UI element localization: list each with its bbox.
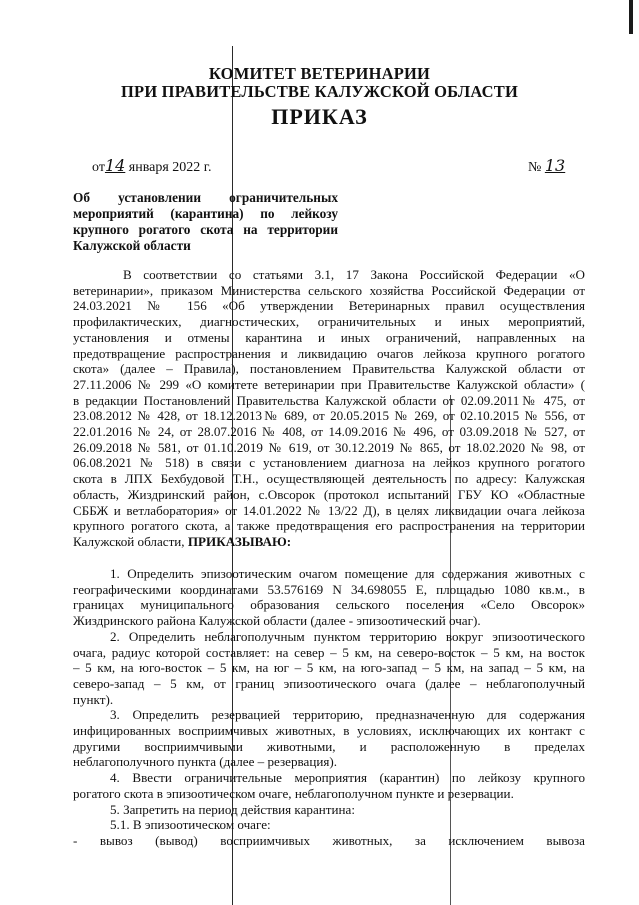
preamble-line: крупного рогатого скота, а также предотвращения его распространения на территории <box>73 518 585 534</box>
committee-title: КОМИТЕТ ВЕТЕРИНАРИИ <box>208 64 431 83</box>
preamble-line: скота» (далее – Правила), постановлением Правительства Калужской области от <box>73 361 585 377</box>
item-line: неблагополучного пункта (далее – резервация). <box>73 754 338 770</box>
item-line: 5.1. В эпизоотическом очаге: <box>110 817 271 833</box>
order-number <box>528 156 565 176</box>
subject-line: мероприятий (карантина) по лейкозу <box>73 206 338 221</box>
preamble-line: 22.01.2016 № 24, от 28.07.2016 № 408, от 14.09.2016 № 496, от 03.09.2018 № 527, от <box>73 424 585 440</box>
item-line: 2. Определить неблагополучным пунктом территорию вокруг эпизоотического <box>110 628 585 644</box>
order-items <box>73 566 585 849</box>
order-subject <box>73 190 338 254</box>
preamble-line-last <box>73 534 585 550</box>
item-line: 1. Определить эпизоотическим очагом помещение для содержания животных с <box>110 566 585 581</box>
preamble-line: 26.09.2018 № 581, от 01.10.2019 № 619, от 30.12.2019 № 865, от 18.02.2020 № 98, от <box>73 439 585 455</box>
number-prefix: № <box>528 160 542 175</box>
preamble-line: В соответствии со статьями 3.1, 17 Закона Российской Федерации «О <box>123 267 585 282</box>
preamble <box>73 267 585 550</box>
preamble-line: профилактических, диагностических, ограничительных и иных мероприятий, <box>73 314 585 330</box>
preamble-line: установления и отмены карантина и иных ограничений, направленных на <box>73 329 585 345</box>
item-line: географическими координатами 53.576169 N 34.698055 E, площадью 1080 кв.м., в <box>73 581 585 597</box>
preamble-line: 27.11.2006 № 299 «О комитете ветеринарии при Правительстве Калужской области» ( <box>73 376 585 392</box>
subject-line: крупного рогатого скота на территории <box>73 222 338 237</box>
item-line: инфицированных восприимчивых животных, в условиях, исключающих их контакт с <box>73 723 585 739</box>
scan-edge-mark <box>629 0 633 34</box>
item-line: рогатого скота в эпизоотическом очаге, неблагополучном пункте и резервации. <box>73 785 514 801</box>
item-line: Жиздринского района Калужской области (далее - эпизоотический очаг). <box>73 613 481 629</box>
item-line: северо-запад – 5 км, от границ эпизоотического очага (далее – неблагополучный <box>73 675 585 691</box>
preamble-line: предотвращение распространения и ликвидацию очагов лейкоза крупного рогатого <box>73 345 585 361</box>
item-line: очага, радиус которой составляет: на север – 5 км, на северо-восток – 5 км, на восток <box>73 644 585 660</box>
date-day-handwritten: 14 <box>104 156 126 175</box>
date-rest: января 2022 г. <box>128 160 212 175</box>
item-line: 5. Запретить на период действия карантина: <box>110 801 355 817</box>
order-date <box>92 156 211 176</box>
item-line: – 5 км, на юго-восток – 5 км, на юг – 5 км, на юго-запад – 5 км, на запад – 5 км, на <box>73 660 585 676</box>
date-prefix: от <box>92 160 105 175</box>
document-type: ПРИКАЗ <box>271 104 368 129</box>
item-line: границах муниципального образования сельского поселения «Село Овсорок» <box>73 597 585 613</box>
committee-subtitle: ПРИ ПРАВИТЕЛЬСТВЕ КАЛУЖСКОЙ ОБЛАСТИ <box>121 82 518 101</box>
preamble-line: область, Жиздринский район, с.Овсорок (протокол испытаний ГБУ КО «Областные <box>73 486 585 502</box>
preamble-line: в редакции Постановлений Правительства Калужской области от 02.09.2011№ 475, от <box>73 392 585 408</box>
preamble-line: 06.08.2021 № 518) в связи с установлением диагноза на лейкоз крупного рогатого <box>73 455 585 471</box>
order-keyword: ПРИКАЗЫВАЮ: <box>187 533 292 549</box>
item-line: пункт). <box>73 691 114 707</box>
number-handwritten: 13 <box>544 156 566 175</box>
item-line: - вывоз (вывод) восприимчивых животных, за исключением вывоза <box>73 832 585 848</box>
preamble-line: 24.03.2021 № 156 «Об утверждении Ветеринарных правил осуществления <box>73 298 585 314</box>
preamble-line: ветеринарии», приказом Министерства сельского хозяйства Российской Федерации от <box>73 282 585 298</box>
subject-line: Калужской области <box>73 238 191 253</box>
preamble-line: 23.08.2012 № 428, от 18.12.2013№ 689, от 20.05.2015 № 269, от 02.10.2015 № 556, от <box>73 408 585 424</box>
item-line: 3. Определить резервацией территорию, предназначенную для содержания <box>110 707 585 723</box>
item-line: другими восприимчивыми животными, и расположенную в пределах <box>73 738 585 754</box>
item-line: 4. Ввести ограничительные мероприятия (карантин) по лейкозу крупного <box>110 770 585 786</box>
subject-line: Об установлении ограничительных <box>73 190 338 205</box>
preamble-line: скота в ЛПХ Бехбудовой Т.Н., осуществляющей деятельность по адресу: Калужская <box>73 471 585 487</box>
preamble-line: СББЖ и ветлаборатория» от 14.01.2022 № 13/22 Д), в целях ликвидации очага лейкоза <box>73 502 585 518</box>
preamble-last-text: Калужской области, <box>73 533 188 549</box>
